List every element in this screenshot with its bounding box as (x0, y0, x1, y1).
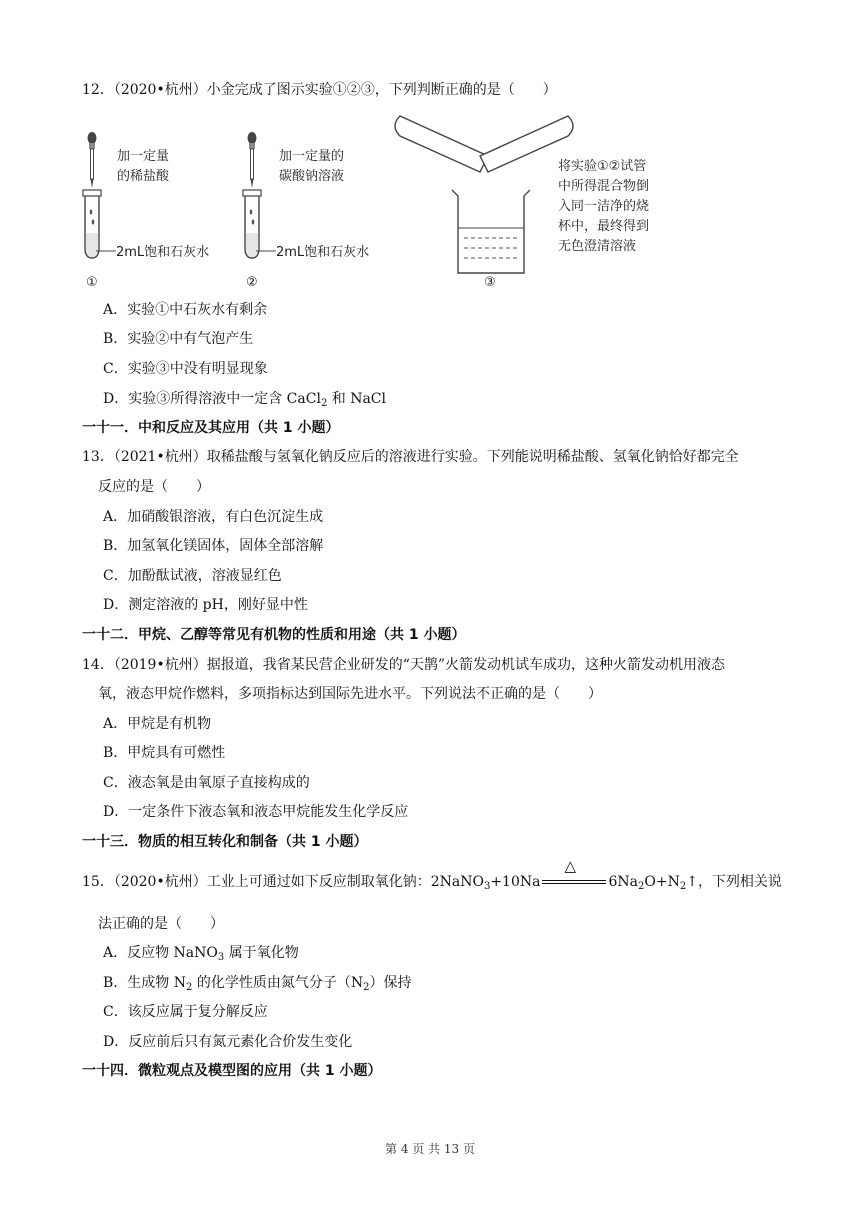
q15-stem-line2: 法正确的是（ ） (98, 916, 224, 932)
section-13-heading: 一十三．物质的相互转化和制备（共 1 小题） (82, 834, 368, 850)
beaker-text-l5: 无色澄清溶液 (558, 239, 637, 254)
tube2-reagent-l2: 碳酸钠溶液 (279, 169, 345, 184)
q13-option-c: C．加酚酞试液，溶液显红色 (103, 568, 282, 584)
pouring-tubes-icon (395, 116, 573, 172)
q12-option-c: C．实验③中没有明显现象 (103, 361, 268, 377)
tube1-reagent-l2: 的稀盐酸 (117, 169, 170, 184)
tube2-contents: 2mL饱和石灰水 (276, 245, 370, 260)
tube1-contents: 2mL饱和石灰水 (116, 245, 210, 260)
test-tube-2-icon (243, 190, 261, 258)
heat-symbol-icon: △ (564, 857, 577, 875)
q13-option-a: A．加硝酸银溶液，有白色沉淀生成 (103, 509, 324, 525)
section-12-heading: 一十二．甲烷、乙醇等常见有机物的性质和用途（共 1 小题） (82, 627, 466, 643)
beaker-text-l4: 杯中，最终得到 (558, 219, 650, 234)
q13-option-b: B．加氢氧化镁固体，固体全部溶解 (103, 538, 324, 554)
tube1-reagent-l1: 加一定量 (117, 149, 170, 164)
q13-stem-line2: 反应的是（ ） (98, 479, 210, 495)
q14-option-a: A．甲烷是有机物 (103, 716, 212, 732)
q14-option-d: D．一定条件下液态氧和液态甲烷能发生化学反应 (103, 804, 409, 820)
q15-option-c: C．该反应属于复分解反应 (103, 1004, 268, 1020)
q12-option-a: A．实验①中石灰水有剩余 (103, 302, 268, 318)
q14-option-b: B．甲烷具有可燃性 (103, 745, 226, 761)
q14-option-c: C．液态氧是由氧原子直接构成的 (103, 775, 310, 791)
test-tube-1-icon (83, 190, 101, 258)
beaker-text-l3: 入同一洁净的烧 (558, 199, 650, 214)
reaction-condition-arrow (540, 857, 608, 889)
beaker-text-l2: 中所得混合物倒 (558, 179, 650, 194)
tube1-num: ① (86, 275, 98, 290)
tube2-num: ② (246, 275, 258, 290)
q15-stem-line1: 15．（2020•杭州）工业上可通过如下反应制取氧化钠：2NaNO$_3$+10Na △ $6Na_2O+N_2↑$，下列相关说 (82, 857, 782, 892)
page-footer: 第 4 页 共 13 页 (385, 1142, 475, 1156)
tube2-dropper-icon (248, 132, 257, 188)
q13-option-d: D．测定溶液的 pH，刚好显中性 (103, 597, 308, 613)
q12-option-d: D．实验③所得溶液中一定含 CaCl$_2$ 和 NaCl (103, 391, 386, 409)
reaction-equation: 2NaNO$_3$+10Na △ $6Na_2O+N_2↑$ (430, 857, 698, 892)
beaker-icon (452, 190, 530, 273)
tube2-reagent-l1: 加一定量的 (279, 149, 345, 164)
section-14-heading: 一十四．微粒观点及模型图的应用（共 1 小题） (82, 1063, 382, 1079)
tube1-dropper-icon (88, 132, 97, 188)
beaker-text-l1: 将实验①②试管 (558, 159, 647, 174)
q15-option-a: A．反应物 NaNO$_3$ 属于氧化物 (103, 945, 299, 963)
q15-option-d: D．反应前后只有氮元素化合价发生变化 (103, 1034, 353, 1050)
q13-stem-line1: 13．（2021•杭州）取稀盐酸与氢氧化钠反应后的溶液进行实验。下列能说明稀盐酸、氢氧化钠恰好都完全 (82, 449, 739, 465)
q15-option-b: B．生成物 $N_2$ 的化学性质由氮气分子$(N_2)$保持 (103, 975, 412, 993)
section-11-heading: 一十一．中和反应及其应用（共 1 小题） (82, 420, 340, 436)
q12-option-b: B．实验②中有气泡产生 (103, 331, 254, 347)
q14-stem-line1: 14．（2019•杭州）据报道，我省某民营企业研发的“天鹊”火箭发动机试车成功，这种火箭发动机用液态 (82, 657, 726, 673)
q12-stem: 12．（2020•杭州）小金完成了图示实验①②③，下列判断正确的是（ ） (82, 82, 557, 98)
beaker-num: ③ (484, 275, 496, 290)
q12-figure (82, 108, 702, 293)
q14-stem-line2: 氧，液态甲烷作燃料，多项指标达到国际先进水平。下列说法不正确的是（ ） (98, 686, 602, 702)
